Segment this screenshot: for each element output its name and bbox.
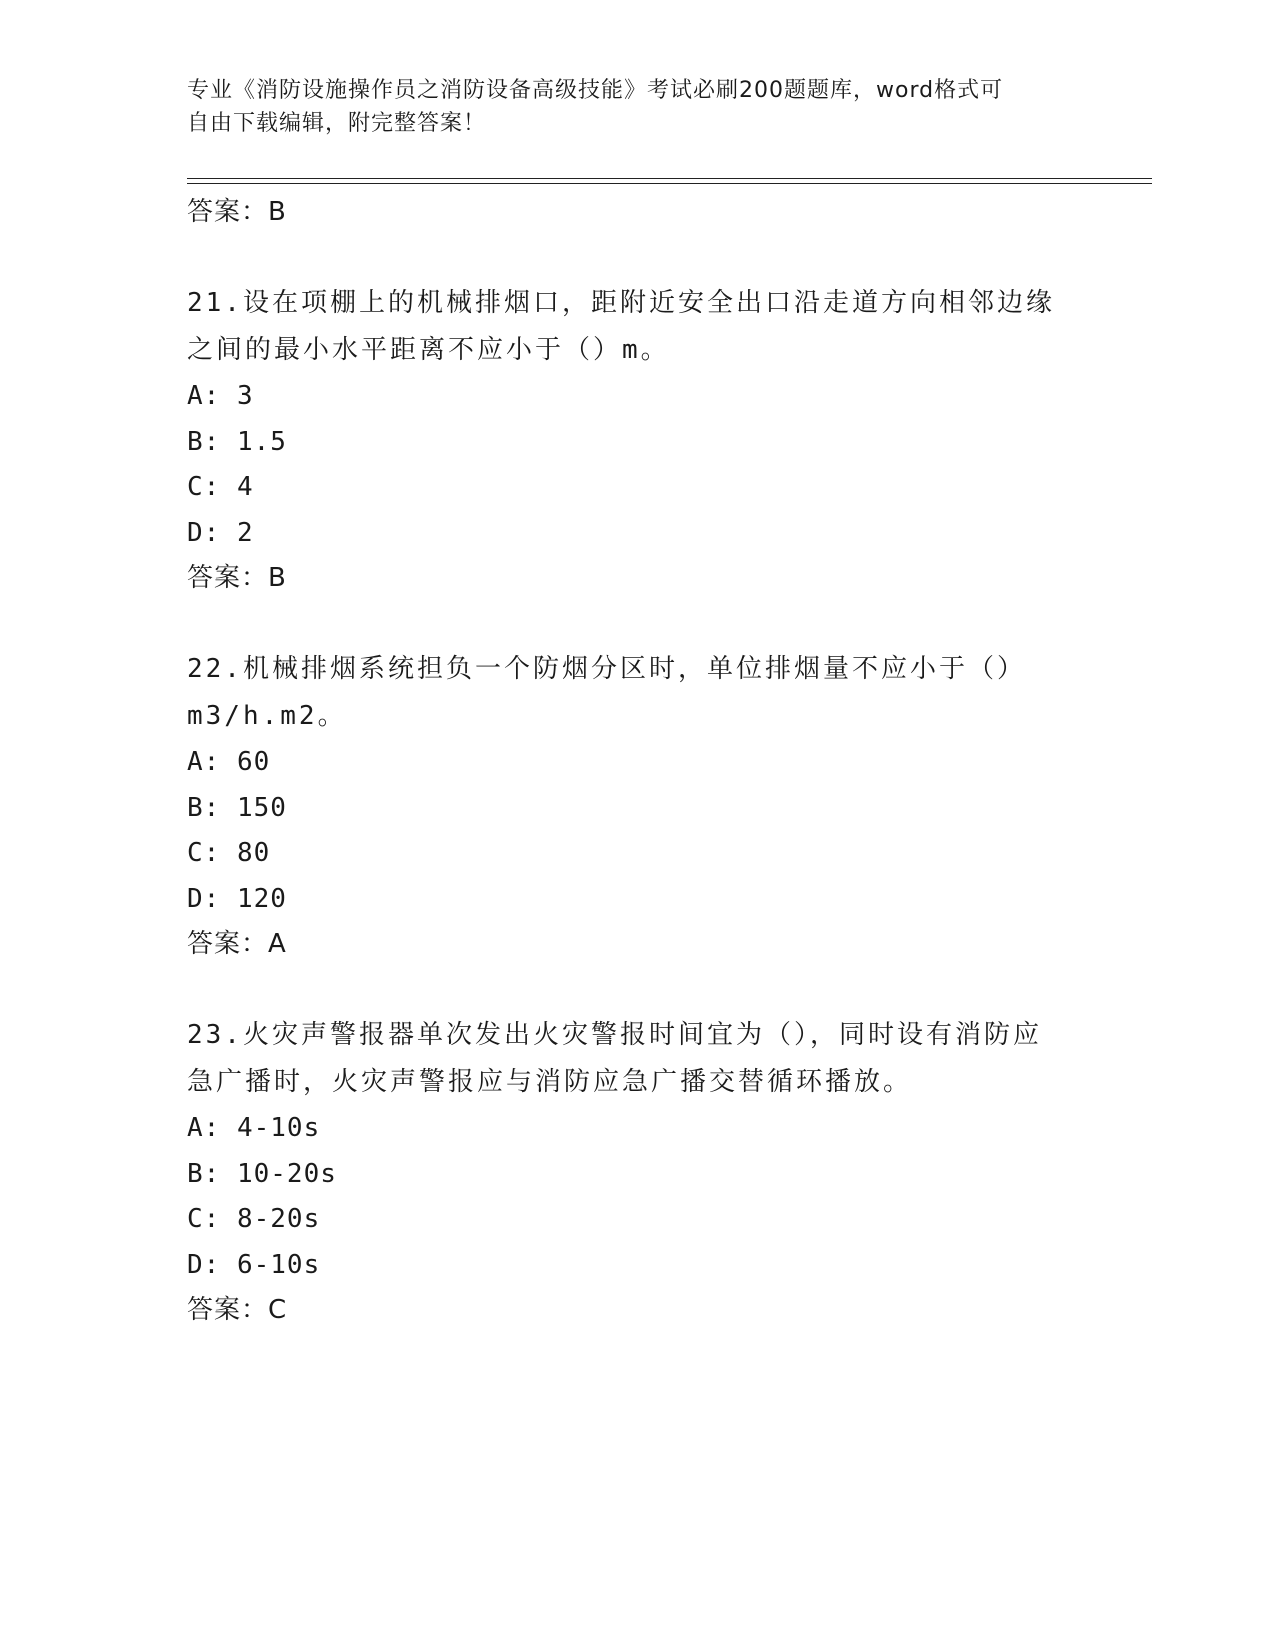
question-22 [187, 646, 1087, 966]
option-c: C: 80 [187, 838, 271, 868]
option-c: C: 8-20s [187, 1204, 321, 1234]
option-a: A: 4-10s [187, 1113, 321, 1143]
option-b: B: 1.5 [187, 426, 287, 457]
answer: 答案：B [187, 563, 287, 593]
option-d: D: 120 [187, 883, 287, 914]
question-text: 23.火灾声警报器单次发出火灾警报时间宜为（），同时设有消防应急广播时，火灾声警报应与消防应急广播交替循环播放。 [187, 1020, 1042, 1097]
option-c: C: 4 [187, 472, 254, 502]
option-a: A: 60 [187, 747, 271, 777]
option-d: D: 2 [187, 517, 254, 548]
header-line-2: 自由下载编辑，附完整答案！ [187, 111, 487, 136]
header-divider-bottom [187, 183, 1152, 184]
question-21 [187, 280, 1087, 600]
question-23 [187, 1012, 1087, 1332]
header-divider-top [187, 178, 1152, 179]
answer: 答案：C [187, 1295, 288, 1325]
option-b: B: 150 [187, 792, 287, 823]
question-list [187, 190, 1087, 1332]
previous-answer: 答案：B [187, 197, 287, 227]
header-line-1: 专业《消防设施操作员之消防设备高级技能》考试必刷200题题库，word格式可 [187, 78, 1004, 103]
question-text: 22.机械排烟系统担负一个防烟分区时，单位排烟量不应小于（）m3/h.m2。 [187, 654, 1026, 731]
document-header [187, 74, 1067, 140]
answer: 答案：A [187, 929, 287, 959]
option-b: B: 10-20s [187, 1158, 337, 1189]
question-text: 21.设在项棚上的机械排烟口，距附近安全出口沿走道方向相邻边缘之间的最小水平距离不应小于（）m。 [187, 288, 1055, 365]
option-d: D: 6-10s [187, 1249, 321, 1280]
option-a: A: 3 [187, 381, 254, 411]
